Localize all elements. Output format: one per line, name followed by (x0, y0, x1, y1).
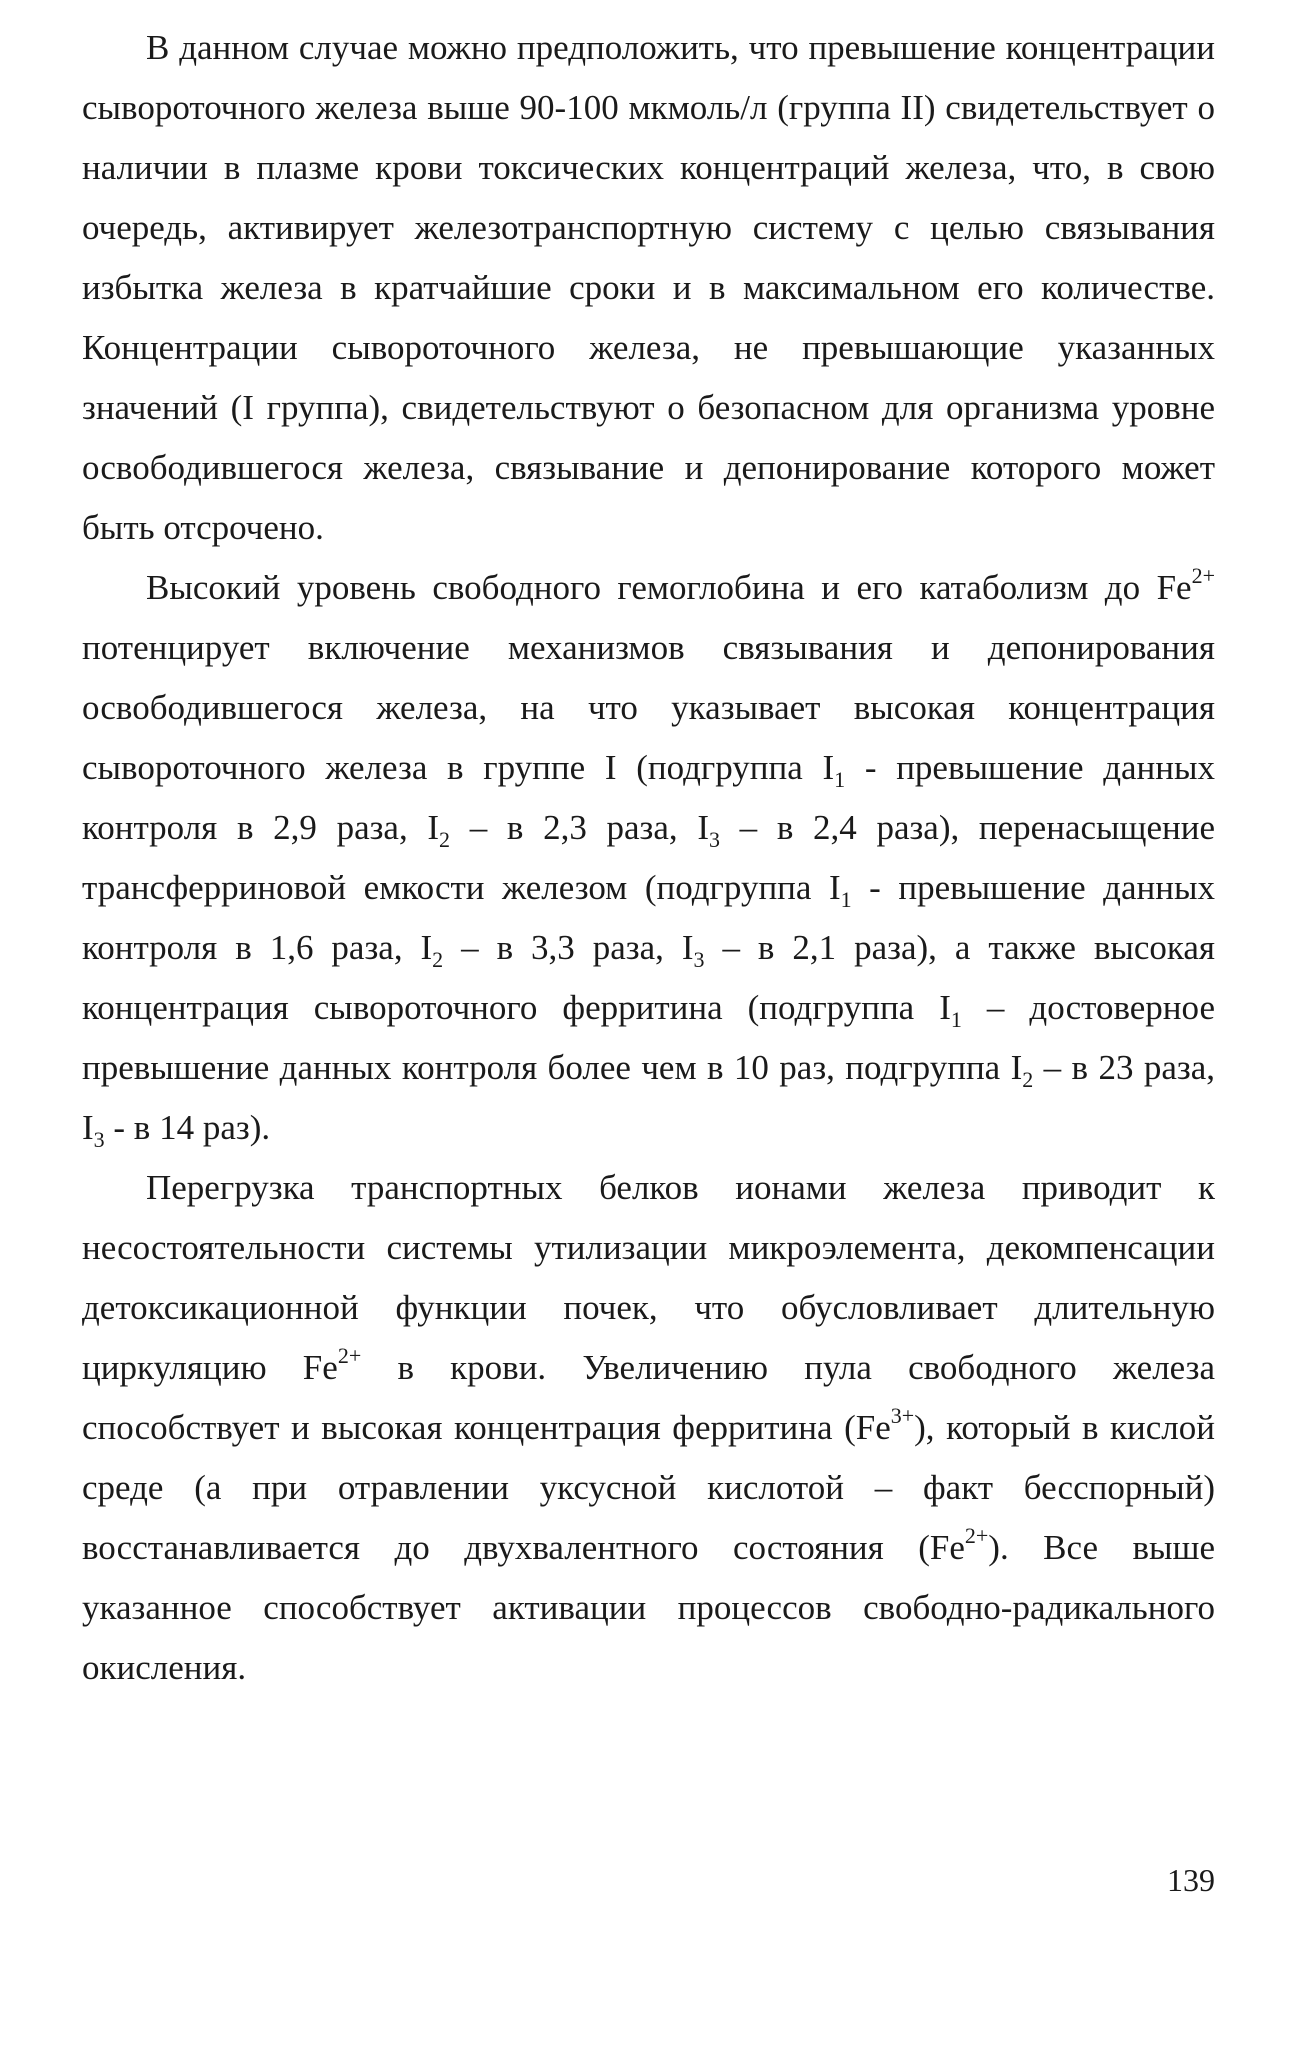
subscript: 3 (93, 1127, 105, 1152)
subscript: 3 (693, 947, 705, 972)
superscript: 2+ (337, 1343, 362, 1368)
paragraph-2-block (82, 558, 1215, 1158)
paragraph-2-text: – в 2,4 раза), перенасыщение трансферриновой емкости железом (подгруппа I (82, 808, 1216, 907)
paragraph-3-text: Перегрузка транспортных белков ионами железа приводит к несостоятельности системы утилизации микроэлемента, декомпенсации детоксикационной функции почек, что обусловливает длительную циркуляцию Fe (82, 1168, 1215, 1387)
paragraph-2-text: – достоверное превышение данных контроля более чем в 10 раз, подгруппа I (82, 988, 1215, 1087)
page-number: 139 (1167, 1862, 1215, 1898)
paragraph-2-text: потенцирует включение механизмов связывания и депонирования освободившегося железа, на что указывает высокая концентрация сывороточного железа в группе I (подгруппа I (82, 628, 1215, 787)
superscript: 2+ (964, 1523, 989, 1548)
paragraph-2-text: - в 14 раз). (104, 1108, 271, 1147)
paragraph-2-text: – в 2,3 раза, I (450, 808, 709, 847)
paragraph-3-block (82, 1158, 1215, 1698)
subscript: 2 (439, 827, 451, 852)
paragraph-3 (82, 1158, 1215, 1698)
subscript: 1 (950, 1007, 962, 1032)
superscript: 3+ (890, 1403, 915, 1428)
paragraph-1: В данном случае можно предположить, что превышение концентрации сывороточного железа выше 90-100 мкмоль/л (группа II) свидетельствует о наличии в плазме крови токсических концентраций железа, что, в свою очередь, активирует железотранспортную систему с целью связывания избытка железа в кратчайшие сроки и в максимальном его количестве. Концентрации сывороточного железа, не превышающие указанных значений (I группа), свидетельствуют о безопасном для организма уровне освободившегося железа, связывание и депонирование которого может быть отсрочено. (82, 28, 1215, 547)
paragraph-2-text: – в 2,1 раза), а также высокая концентрация сывороточного ферритина (подгруппа I (82, 928, 1215, 1027)
subscript: 2 (1022, 1067, 1034, 1092)
subscript: 3 (708, 827, 720, 852)
superscript: 2+ (1191, 563, 1215, 588)
subscript: 1 (840, 887, 852, 912)
subscript: 1 (834, 767, 846, 792)
paragraph-3-text: ). Все выше указанное способствует активации процессов свободно-радикального окисления. (82, 1528, 1215, 1687)
paragraph-2-text: – в 3,3 раза, I (443, 928, 694, 967)
paragraph-2-text: Высокий уровень свободного гемоглобина и его катаболизм до Fe (146, 568, 1192, 607)
subscript: 2 (432, 947, 444, 972)
paragraph-2-text: - превышение данных контроля в 1,6 раза, I (82, 868, 1216, 967)
paragraph-3-text: ), который в кислой среде (а при отравлении уксусной кислотой – факт бесспорный) восстанавливается до двухвалентного состояния (Fe (82, 1408, 1215, 1567)
paragraph-1-block (82, 18, 1215, 558)
paragraph-2-text: – в 23 раза, I (82, 1048, 1215, 1147)
paragraph-2 (82, 558, 1215, 1158)
paragraph-3-text: в крови. Увеличению пула свободного железа способствует и высокая концентрация ферритина (Fe (82, 1348, 1215, 1447)
paragraph-2-text: - превышение данных контроля в 2,9 раза, I (82, 748, 1216, 847)
